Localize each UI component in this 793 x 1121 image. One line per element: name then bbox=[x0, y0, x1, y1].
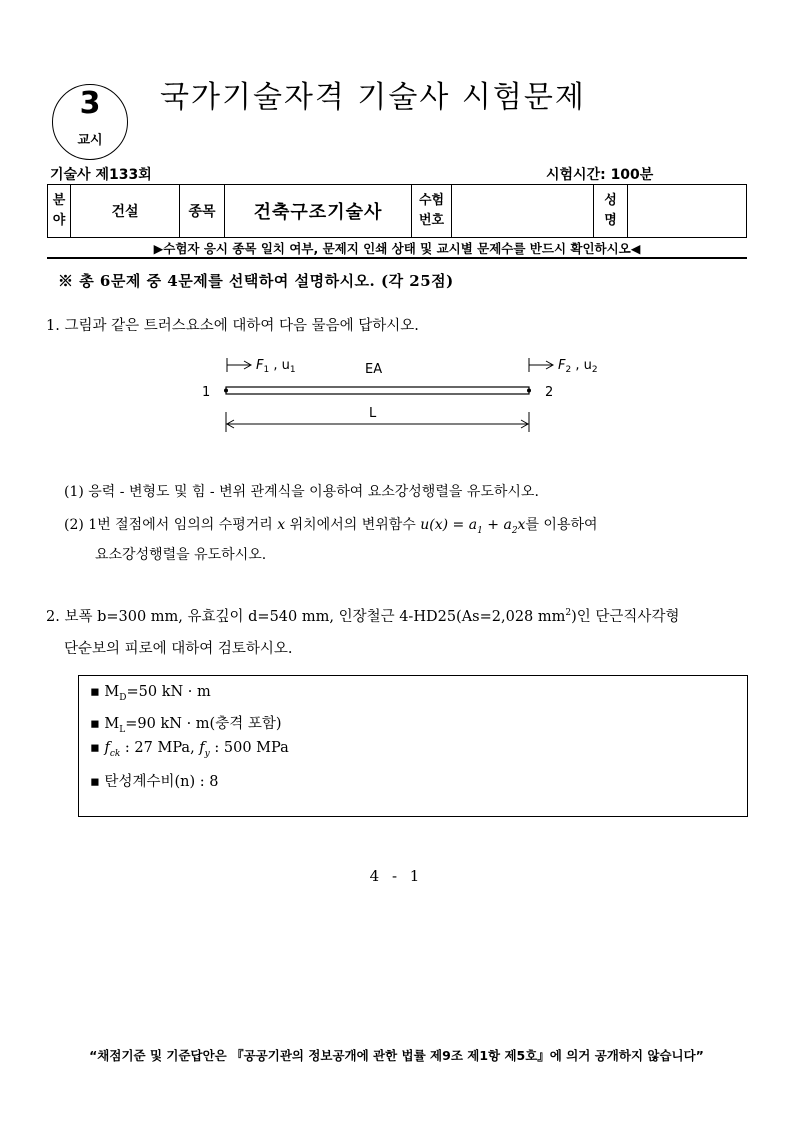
question-2-text-line2: 단순보의 피로에 대하여 검토하시오. bbox=[64, 641, 293, 657]
field-label-cell: 분 야 bbox=[48, 185, 71, 238]
node-2-label: 2 bbox=[545, 385, 554, 400]
given-modular-ratio: ▪ 탄성계수비(n) : 8 bbox=[90, 774, 219, 790]
question-1-sub-2-line2: 요소강성행렬을 유도하시오. bbox=[95, 547, 267, 563]
node-1-dot bbox=[224, 389, 228, 393]
instruction: ※ 총 6문제 중 4문제를 선택하여 설명하시오. (각 25점) bbox=[58, 272, 454, 290]
axial-stiffness-label: EA bbox=[365, 362, 383, 377]
right-force-label: $F_2$ , $u_2$ bbox=[558, 358, 598, 375]
length-label: L bbox=[369, 406, 377, 421]
name-field[interactable] bbox=[628, 185, 747, 238]
given-dead-moment: ▪ $M_D=50$ kN · m bbox=[90, 684, 211, 703]
exam-number-field[interactable] bbox=[452, 185, 594, 238]
exam-time: 시험시간: 100분 bbox=[546, 167, 654, 183]
left-force-label: $F_1$ , $u_1$ bbox=[256, 358, 296, 375]
question-2-text: 2. 보폭 b=300 mm, 유효깊이 d=540 mm, 인장철근 4-HD25(As=2,028 $mm^2$)인 단근직사각형 bbox=[46, 608, 680, 625]
truss-bar bbox=[226, 387, 529, 394]
notice-banner: ▶수험자 응시 종목 일치 여부, 문제지 인쇄 상태 및 교시별 문제수를 반드시 확인하시오◀ bbox=[153, 241, 641, 256]
node-2-dot bbox=[527, 389, 531, 393]
header-divider bbox=[47, 257, 747, 259]
exam-number-label-cell: 수험 번호 bbox=[412, 185, 452, 238]
node-1-label: 1 bbox=[202, 385, 211, 400]
category-label: 종목 bbox=[180, 185, 225, 238]
disclosure-footer: “채점기준 및 기준답안은 『공공기관의 정보공개에 관한 법률 제9조 제1항 제5호』에 의거 공개하지 않습니다” bbox=[89, 1048, 704, 1063]
given-live-moment: ▪ $M_L=90$ kN · m(충격 포함) bbox=[90, 716, 282, 735]
question-1-sub-1: (1) 응력 - 변형도 및 힘 - 변위 관계식을 이용하여 요소강성행렬을 유도하시오. bbox=[64, 484, 539, 500]
exam-round: 기술사 제133회 bbox=[50, 167, 152, 183]
period-number: 3 bbox=[79, 86, 101, 121]
name-label-cell: 성 명 bbox=[594, 185, 628, 238]
candidate-info-table bbox=[47, 184, 747, 238]
exam-title: 국가기술자격 기술사 시험문제 bbox=[160, 80, 586, 115]
period-label: 교시 bbox=[77, 133, 103, 148]
given-material-strengths: ▪ $f_{ck}$ : 27 MPa, $f_y$ : 500 MPa bbox=[90, 740, 289, 759]
page-number: 4 - 1 bbox=[369, 867, 424, 885]
field-value: 건설 bbox=[71, 185, 180, 238]
truss-element-figure bbox=[190, 348, 610, 440]
question-1-sub-2: (2) 1번 절점에서 임의의 수평거리 x 위치에서의 변위함수 $u(x) = a_1 + a_2x$를 이용하여 bbox=[64, 517, 598, 536]
question-1-text: 1. 그림과 같은 트러스요소에 대하여 다음 물음에 답하시오. bbox=[46, 318, 419, 334]
category-value: 건축구조기술사 bbox=[225, 185, 412, 238]
